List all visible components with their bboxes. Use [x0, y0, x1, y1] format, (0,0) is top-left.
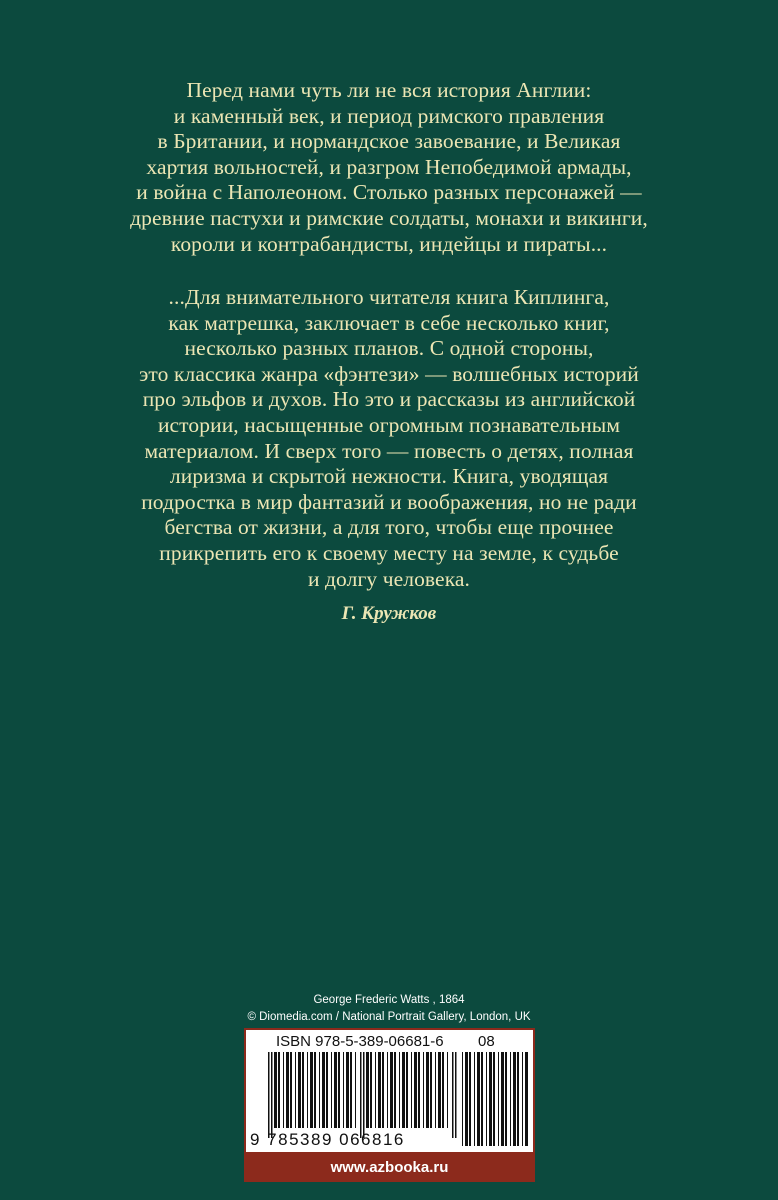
barcode-bar [481, 1052, 483, 1146]
blurb-line: про эльфов и духов. Но это и рассказы из английской [142, 387, 636, 412]
barcode-bar [295, 1052, 296, 1128]
barcode-bar [355, 1052, 356, 1128]
blurb-line: в Британии, и нормандское завоевание, и Великая [157, 129, 621, 154]
blurb-line: лиризма и скрытой нежности. Книга, уводящая [169, 464, 609, 489]
barcode-bar [501, 1052, 504, 1146]
barcode-bar [331, 1052, 332, 1128]
barcode-bar [474, 1052, 475, 1146]
blurb-line: ...Для внимательного читателя книга Киплинга, [168, 285, 610, 309]
blurb-line: несколько разных планов. С одной стороны, [184, 336, 594, 361]
image-credit-artist: George Frederic Watts , 1864 [313, 994, 465, 1006]
barcode-guard-bar [360, 1052, 362, 1138]
barcode-bar [477, 1052, 480, 1146]
blurb-line: Перед нами чуть ли не вся история Англии: [186, 78, 592, 102]
barcode-bar [414, 1052, 417, 1128]
barcode-addon-number: 08 [478, 1033, 495, 1050]
isbn-barcode [244, 1028, 535, 1154]
blurb-line: прикрепить его к своему месту на земле, к судьбе [159, 540, 619, 565]
barcode-bar [378, 1052, 381, 1128]
barcode-bar [430, 1052, 432, 1128]
blurb-line: и долгу человека. [307, 566, 471, 591]
barcode-guard-bar [363, 1052, 365, 1138]
barcode-bar [426, 1052, 429, 1128]
barcode-bar [283, 1052, 284, 1128]
barcode-bar [498, 1052, 499, 1146]
barcode-bar [314, 1052, 316, 1128]
barcode-bar [486, 1052, 487, 1146]
barcode-bar [310, 1052, 313, 1128]
barcode-bar [298, 1052, 301, 1128]
barcode-bar [406, 1052, 408, 1128]
blurb-line: короли и контрабандисты, индейцы и пираты... [170, 231, 608, 256]
barcode-bar [418, 1052, 420, 1128]
barcode-bar [350, 1052, 352, 1128]
blurb-line: хартия вольностей, и разгром Непобедимой армады, [146, 154, 632, 179]
isbn-number: ISBN 978-5-389-06681-6 [276, 1033, 444, 1050]
barcode-digits: 9 785389 066816 [250, 1130, 405, 1149]
barcode-bar [370, 1052, 372, 1128]
blurb-line: и война с Наполеоном. Столько разных персонажей — [136, 180, 642, 205]
barcode-bar [286, 1052, 289, 1128]
barcode-bar [302, 1052, 304, 1128]
barcode-bar [462, 1052, 463, 1146]
barcode-bar [346, 1052, 349, 1128]
barcode-bar [493, 1052, 495, 1146]
barcode-bar [465, 1052, 468, 1146]
barcode-bar [522, 1052, 523, 1146]
barcode-bar [510, 1052, 511, 1146]
barcode-bar [513, 1052, 516, 1146]
barcode-bar [307, 1052, 308, 1128]
barcode-guard-bar [271, 1052, 273, 1138]
barcode-bar [438, 1052, 441, 1128]
barcode-bar [375, 1052, 376, 1128]
barcode-bar [326, 1052, 328, 1128]
blurb-line: это классика жанра «фэнтези» — волшебных историй [139, 361, 639, 386]
image-credit-source: © Diomedia.com / National Portrait Gallery, London, UK [247, 1011, 531, 1023]
blurb-paragraph-1 [40, 78, 738, 257]
barcode-guard-bar [452, 1052, 454, 1138]
blurb-line: подростка в мир фантазий и воображения, но не ради [141, 489, 637, 514]
barcode-bar [469, 1052, 471, 1146]
barcode-bar [435, 1052, 436, 1128]
barcode-bar [423, 1052, 424, 1128]
barcode-bar [382, 1052, 384, 1128]
barcode-bar [411, 1052, 412, 1128]
barcode-bar [489, 1052, 492, 1146]
publisher-website: www.azbooka.ru [244, 1154, 535, 1182]
barcode-bar [394, 1052, 396, 1128]
barcode-bar [278, 1052, 280, 1128]
barcode-bar [442, 1052, 444, 1128]
quote-author: Г. Кружков [341, 603, 437, 624]
barcode-bar [387, 1052, 388, 1128]
blurb-line: истории, насыщенные огромным познавательным [157, 412, 621, 437]
barcode-bar [390, 1052, 393, 1128]
blurb-line: и каменный век, и период римского правления [173, 103, 605, 128]
barcode-bar [343, 1052, 344, 1128]
blurb-line: бегства от жизни, а для того, чтобы еще прочнее [164, 515, 614, 540]
barcode-guard-bar [268, 1052, 270, 1138]
barcode-bar [517, 1052, 519, 1146]
barcode-bar [274, 1052, 277, 1128]
barcode-bar [402, 1052, 405, 1128]
barcode-bar [290, 1052, 292, 1128]
blurb-line: как матрешка, заключает в себе несколько книг, [168, 310, 610, 335]
blurb-paragraph-2 [40, 285, 738, 592]
barcode-bar [525, 1052, 528, 1146]
barcode-bar [505, 1052, 507, 1146]
barcode-bar [338, 1052, 340, 1128]
blurb-line: древние пастухи и римские солдаты, монахи и викинги, [130, 205, 648, 230]
blurb-line: материалом. И сверх того — повесть о детях, полная [144, 438, 634, 463]
barcode-bar [322, 1052, 325, 1128]
barcode-guard-bar [455, 1052, 457, 1138]
barcode-bar [447, 1052, 448, 1128]
barcode-bar [399, 1052, 400, 1128]
barcode-bar [334, 1052, 337, 1128]
barcode-bar [319, 1052, 320, 1128]
barcode-bar [366, 1052, 369, 1128]
